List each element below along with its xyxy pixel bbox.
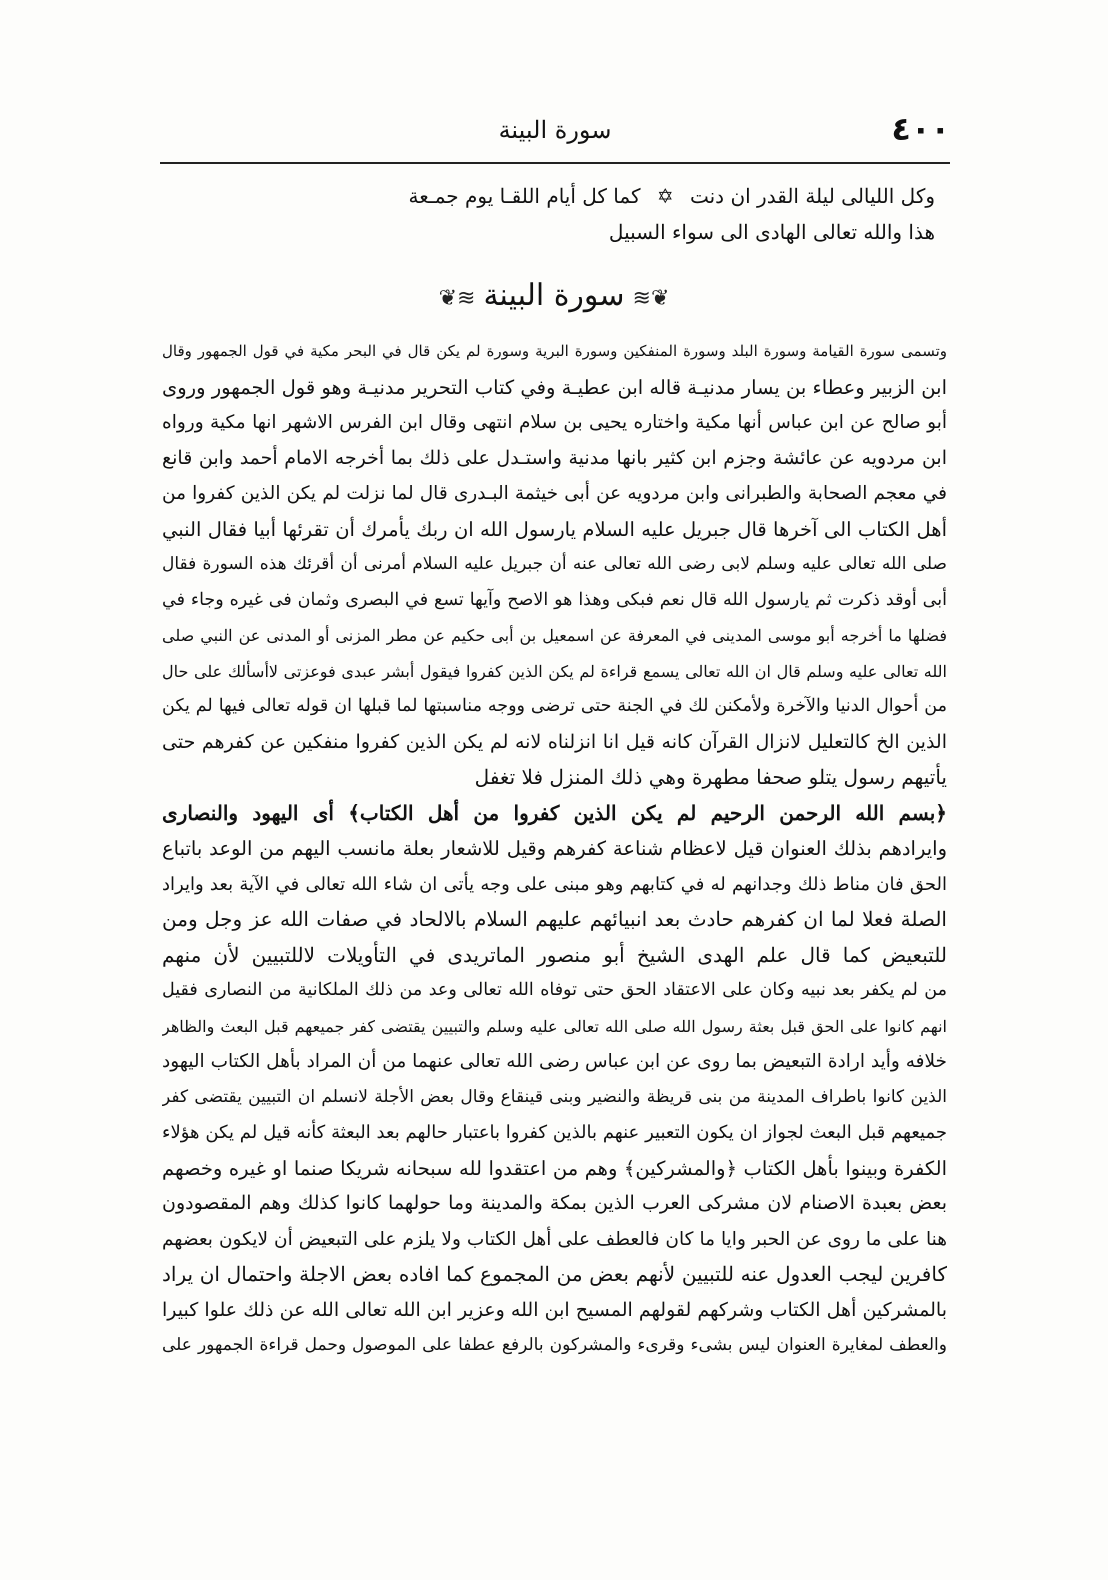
text-line: كافرين ليجب العدول عنه للتبيين لأنهم بعض من المجموع كما افاده بعض الاجلة واحتمال ان يراد (162, 1262, 947, 1286)
running-head (160, 110, 950, 154)
text-line: بالمشركين أهل الكتاب وشركهم لقولهم المسيح ابن الله وعزير ابن الله تعالى الله عن ذلك علوا كبيرا (162, 1298, 947, 1321)
text-line: جميعهم قبل البعث لجواز ان يكون التعبير عنهم بالذين كفروا باعتبار حالهم بعد البعثة كأنه قيل لم يكن هؤلاء (162, 1122, 947, 1143)
verse-line-1 (175, 178, 935, 214)
text-line: هنا على ما روى عن الحبر وايا ما كان فالعطف على أهل الكتاب ولا يلزم على التبعيض أن لايكون بعضهم (162, 1228, 947, 1250)
text-line: ابن مردويه عن عائشة وجزم ابن كثير بانها مدنية واستـدل على ذلك بما أخرجه الامام أحمد وابن قانع (162, 446, 947, 469)
text-line: أهل الكتاب الى آخرها قال جبريل عليه السلام يارسول الله ان ربك يأمرك أن تقرئها أبيا فقال النبي (162, 517, 947, 541)
text-line: الذين كانوا باطراف المدينة من بنى قريظة والنضير وبنى قينقاع وقال بعض الأجلة لانسلم ان التبيين يقتضى كفر (162, 1086, 947, 1107)
quran-verse-line: ﴿بسم الله الرحمن الرحيم لم يكن الذين كفروا من أهل الكتاب﴾ أى اليهود والنصارى (162, 800, 947, 825)
ornament-icon: ❦≋ (632, 286, 670, 311)
text-line: أبو صالح عن ابن عباس أنها مكية واختاره يحيى بن سلام انتهى وقال ابن الفرس الاشهر انها مكية ورواه (162, 412, 947, 433)
running-title: سورة البينة (498, 116, 612, 144)
text-line: من أحوال الدنيا والآخرة ولأمكنن لك في الجنة حتى ترضى ووجه مناسبتها لما قبلها ان قوله تعالى فيها لم يكن (162, 696, 947, 716)
text-line: الله تعالى عليه وسلم قال ان الله تعالى يسمع قراءة لم يكن الذين كفروا فيقول أبشر عبدى فوعزتى لاأسألك على حال (162, 661, 947, 681)
closing-verse (175, 178, 935, 250)
text-line: خلافه وأيد ارادة التبعيض بما روى عن ابن عباس رضى الله تعالى عنهما من أن المراد بأهل الكتاب اليهود (162, 1051, 947, 1072)
text-line: بعض بعبدة الاصنام لان مشركى العرب الذين بمكة والمدينة وما حولهما كانوا كذلك وهم المقصودون (162, 1192, 947, 1214)
text-line: الكفرة وبينوا بأهل الكتاب ﴿والمشركين﴾ وهم من اعتقدوا لله سبحانه شريكا صنما او غيره وخصهم (162, 1156, 947, 1180)
text-line: من لم يكفر بعد نبيه وكان على الاعتقاد الحق حتى توفاه الله تعالى وعد من ذلك الملكانية من النصارى فقيل (162, 980, 947, 1000)
verse-hemistich-2: كما كل أيام اللقـا يوم جمـعة (408, 184, 641, 208)
text-line: يأتيهم رسول يتلو صحفا مطهرة وهي ذلك المنزل فلا تغفل (474, 765, 947, 789)
page-number: ٤٠٠ (891, 110, 950, 148)
text-line: صلى الله تعالى عليه وسلم لابى رضى الله تعالى عنه أن جبريل عليه السلام أمرنى أن أقرئك هذه السورة فقال (162, 554, 947, 574)
star-icon: ✡ (656, 184, 674, 208)
surah-title: سورة البينة (483, 278, 625, 313)
commentary-body (162, 334, 947, 1364)
verse-hemistich-1: وكل الليالى ليلة القدر ان دنت (689, 184, 935, 208)
text-line: والعطف لمغايرة العنوان ليس بشىء وقرىء والمشركون بالرفع عطفا على الموصول وحمل قراءة الجمهور على (162, 1335, 947, 1355)
text-line: الصلة فعلا لما ان كفرهم حادث بعد انبيائهم عليهم السلام بالالحاد في صفات الله عز وجل ومن (162, 907, 947, 931)
header-rule (160, 162, 950, 164)
text-line: الحق فان مناط ذلك وجدانهم له في كتابهم وهو مبنى على وجه يأتى ان شاء الله تعالى في الآية بعد وايراد (162, 873, 947, 895)
text-line: انهم كانوا على الحق قبل بعثة رسول الله صلى الله تعالى عليه وسلم والتبيين يقتضى كفر جميعهم قبل البعث والظاهر (162, 1016, 947, 1036)
text-line: للتبعيض كما قال علم الهدى الشيخ أبو منصور الماتريدى في التأويلات لاللتبيين لأن منهم (162, 942, 947, 967)
text-line: الذين الخ كالتعليل لانزال القرآن كانه قيل انا انزلناه لانه لم يكن الذين كفروا منفكين عن كفرهم حتى (162, 730, 947, 753)
text-line: وتسمى سورة القيامة وسورة البلد وسورة المنفكين وسورة البرية وسورة لم يكن قال في البحر مكية في قول الجمهور وقال (162, 342, 947, 360)
text-line: وايرادهم بذلك العنوان قيل لاعظام شناعة كفرهم وقيل للاشعار بعلة مانسب اليهم من الوعد باتباع (162, 837, 947, 860)
text-line: أبى أوقد ذكرت ثم يارسول الله قال نعم فبكى وهذا هو الاصح وآيها تسع في البصرى وثمان فى غيره وجاء في (162, 589, 947, 610)
surah-heading (354, 272, 754, 320)
verse-line-2: هذا والله تعالى الهادى الى سواء السبيل (608, 220, 935, 244)
ornament-icon: ≋❦ (438, 286, 476, 311)
text-line: فضلها ما أخرجه أبو موسى المدينى في المعرفة عن اسمعيل بن أبى حكيم عن مطر المزنى أو المدنى عن النبي صلى (162, 626, 947, 645)
text-line: في معجم الصحابة والطبرانى وابن مردويه عن أبى خيثمة البـدرى قال لما نزلت لم يكن الذين كفروا من (162, 483, 947, 504)
text-line: ابن الزبير وعطاء بن يسار مدنيـة قاله ابن عطيـة وفي كتاب التحرير مدنيـة وهو قول الجمهور وروى (162, 375, 947, 399)
